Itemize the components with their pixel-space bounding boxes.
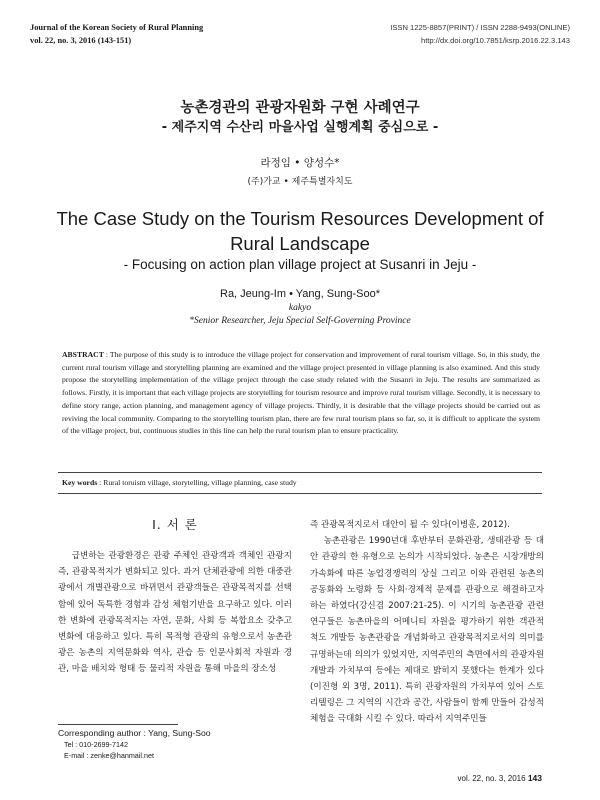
issn-text: ISSN 1225-8857(PRINT) / ISSN 2288-9493(ONLINE)	[390, 23, 570, 32]
keywords-label: Key words	[62, 478, 98, 487]
english-subtitle: - Focusing on action plan village project at Susanri in Jeju -	[123, 257, 477, 272]
corresponding-author: Corresponding author : Yang, Sung-Soo	[58, 728, 211, 738]
keywords-text: : Rural toruism village, storytelling, village planning, case study	[97, 478, 297, 487]
divider-top	[58, 472, 542, 473]
doi-link[interactable]: http://dx.doi.org/10.7851/ksrp.2016.22.3.143	[420, 36, 570, 45]
right-column-continuation: 즉 관광목적지로서 대안이 될 수 있다(이병훈, 2012).	[310, 520, 510, 530]
page-number: 143	[527, 773, 542, 783]
footnote	[58, 728, 211, 761]
author-email[interactable]: E-mail : zenke@hanmail.net	[64, 751, 154, 760]
footnote-rule	[58, 724, 178, 725]
page-footer	[458, 773, 542, 783]
english-title-line2: Rural Landscape	[230, 233, 370, 254]
journal-name: Journal of the Korean Society of Rural Planning	[30, 23, 204, 32]
section-heading: Ⅰ. 서 론	[152, 517, 198, 532]
korean-authors: 라정임 • 양성수*	[260, 157, 340, 169]
journal-volume: vol. 22, no. 3, 2016 (143-151)	[30, 36, 132, 45]
english-company: kakyo	[288, 303, 312, 313]
english-title	[0, 206, 600, 256]
korean-affiliation: (주)가교 • 제주특별자치도	[247, 177, 353, 187]
divider-bottom	[58, 493, 542, 494]
author-tel: Tel : 010-2699-7142	[64, 740, 128, 749]
keywords	[62, 478, 540, 487]
footer-issue: vol. 22, no. 3, 2016	[457, 774, 526, 783]
korean-subtitle: - 제주지역 수산리 마을사업 실행계획 중심으로 -	[161, 120, 439, 135]
issn-header	[390, 21, 570, 47]
english-authors: Ra, Jeung-Im • Yang, Sung-Soo*	[220, 288, 380, 300]
left-column-text: 급변하는 관광환경은 관광 주체인 관광객과 객체인 관광지 즉, 관광목적지가 변화되고 있다. 과거 단체관광에 의한 대중관광에서 개별관광으로 바뀌면서 관광객들은 관광목적지를 선택함에 있어 독특한 경험과 감성 체험기반을 요구하고 있다. 이러한 변화에 관광목적지는 자연, 문화, 사회 등 복합요소 갖추고 변화에 대응하고 있다. 특히 목적형 관광의 유형으로서 농촌관광은 농촌의 지역문화와 역사, 관습 등 인문사회적 자원과 경관, 마을 배치와 형태 등 물리적 자원을 통해 마을의 장소성	[58, 551, 292, 675]
abstract-label: ABSTRACT	[62, 350, 104, 359]
korean-title: 농촌경관의 관광자원화 구현 사례연구	[180, 100, 420, 116]
abstract	[62, 349, 540, 438]
english-title-line1: The Case Study on the Tourism Resources Development of	[56, 208, 544, 229]
right-column-text	[310, 517, 544, 728]
right-column-paragraph: 농촌관광은 1990년대 후반부터 문화관광, 생태관광 등 대안 관광의 한 유형으로 논의가 시작되었다. 농촌은 시장개방의 가속화에 따른 농업경쟁력의 상실 그리고 이와 관련된 농촌의 공동화와 노령화 등 사회·경제적 문제를 관광으로 해결하고자 하는 하였다(강신겸 2007:21-25). 이 시기의 농촌관광 관련 연구들은 농촌마을의 어메니티 자원을 평가하기 위한 객관적 척도 개발등 농촌관광을 개념화하고 관광목적지로서의 의미를 규명하는데 의의가 있었지만, 지역주민의 측면에서의 관광자원 개발과 가치부여 등에는 제대로 밝히지 못했다는 한계가 있다(이진형 외 3명, 2011). 특히 관광자원의 가치부여 있어 스토리텔링은 그 지역의 시간과 공간, 사람들이 함께 만들어 감성적 체험을 극대화 시킬 수 있다. 따라서 지역주민들	[310, 536, 544, 725]
english-affiliation: *Senior Researcher, Jeju Special Self-Governing Province	[189, 316, 411, 326]
journal-header	[30, 21, 203, 47]
abstract-text: : The purpose of this study is to introduce the village project for conservation and improvement of rural tourism village. So, in this study, the current rural tourism village and storytelling planning are examined and the village project presented in village planning is also examined. And this study propose the storytelling implementation of the village project through the case study related with the Susanri in Jeju. The results are summarized as follows. Firstly, it is important that each village projects are storytelling for tourism resource and improve rural tourism village. Secondly, it is necessary to define story range, action planning, and management agency of village projects. Thirdly, it is desirable that the village projects should be carried out as reviving the local community. Comparing to the storytelling tourism plan, there are few rural tourism plans so far, so, it is difficult to applicate the system of the village project, but, continuous studies in this line can help the rural tourism plan to ensure practicality.	[62, 350, 540, 436]
